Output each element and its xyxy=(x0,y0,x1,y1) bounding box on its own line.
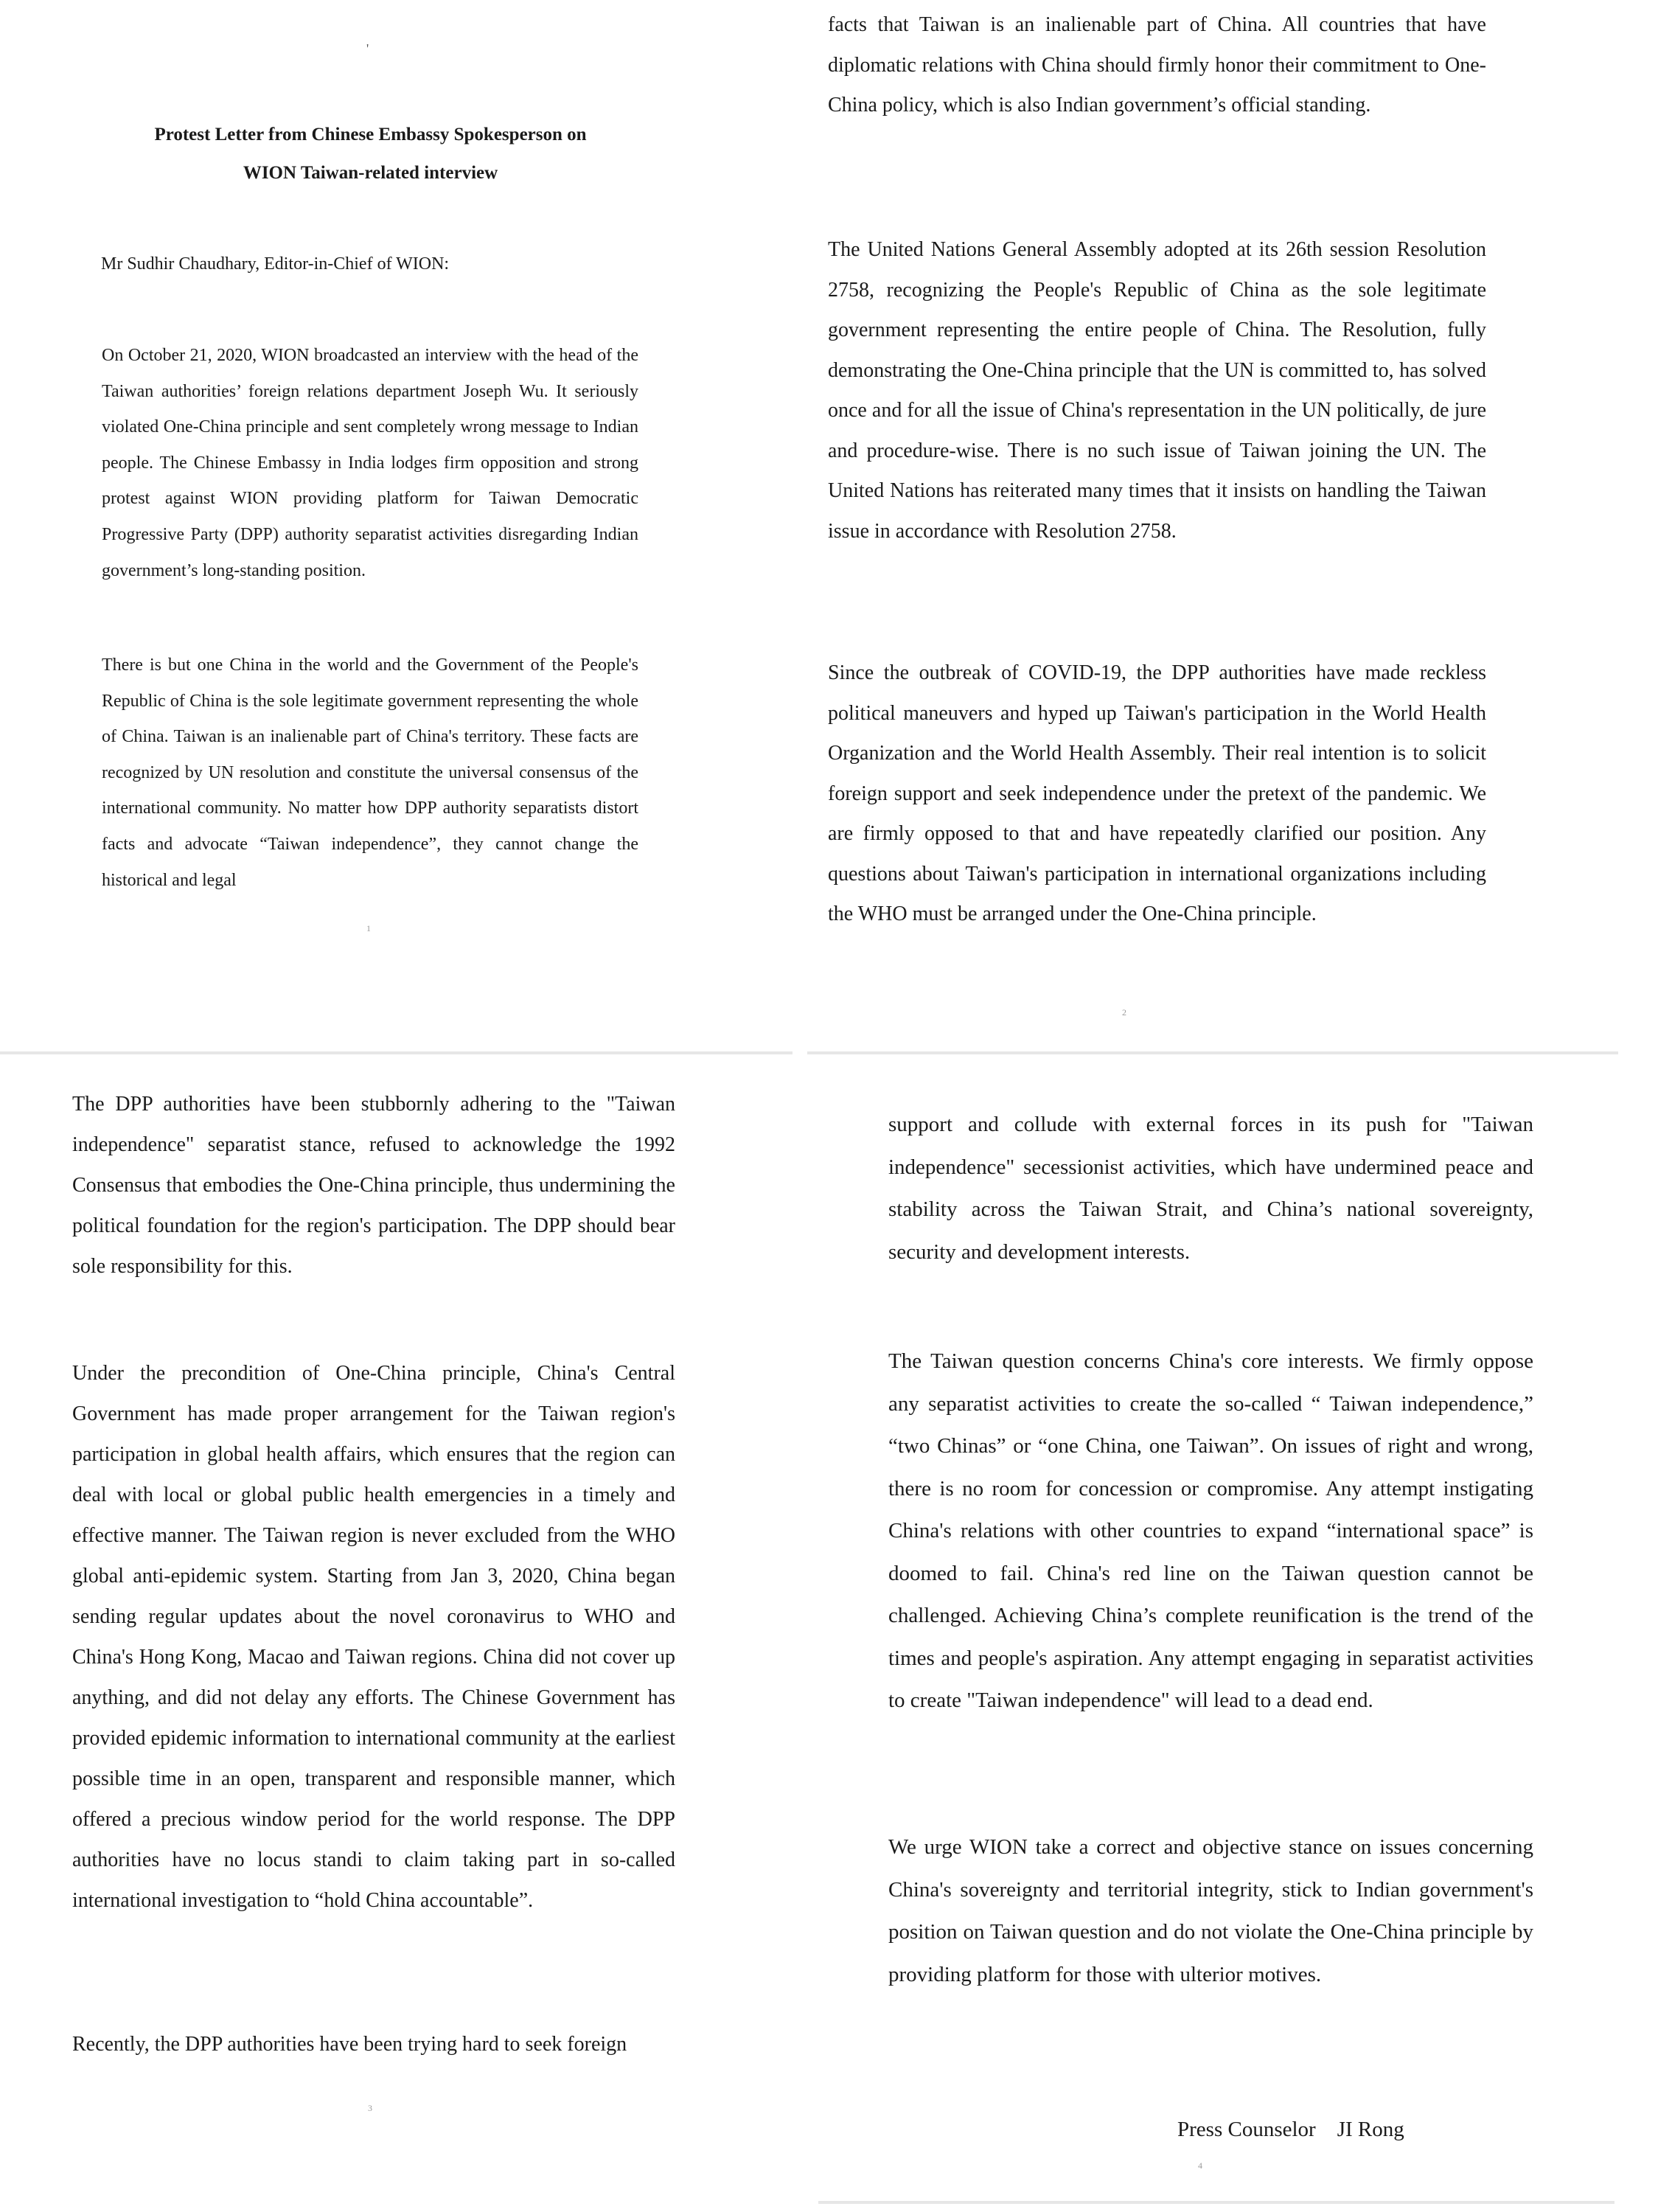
paragraph: There is but one China in the world and the Government of the People's Republic of China is the sole legitimate government representing the whole of China. Taiwan is an inalienable part of China's territory. These facts are recognized by UN resolution and constitute the universal consensus of the international community. No matter how DPP authority separatists distort facts and advocate “Taiwan independence”, they cannot change the historical and legal xyxy=(102,655,638,890)
page-number: 2 xyxy=(1122,1007,1126,1018)
page-number: 1 xyxy=(366,923,371,933)
document-page-1 xyxy=(0,0,793,1054)
document-page-3 xyxy=(0,1054,793,2212)
paragraph: On October 21, 2020, WION broadcasted an interview with the head of the Taiwan authorities’ foreign relations department Joseph Wu. It seriously violated One-China principle and sent completely wrong message to Indian people. The Chinese Embassy in India lodges firm opposition and strong protest against WION providing platform for Taiwan Democratic Progressive Party (DPP) authority separatist activities disregarding Indian government’s long-standing position. xyxy=(102,346,638,580)
title-line-2: WION Taiwan-related interview xyxy=(243,163,498,183)
stray-mark: ' xyxy=(366,41,369,56)
document-page-4 xyxy=(807,1054,1672,2212)
page-number: 4 xyxy=(1198,2160,1202,2171)
paragraph: The Taiwan question concerns China's core interests. We firmly oppose any separatist activities to create the so-called “ Taiwan independence,” “two Chinas” or “one China, one Taiwan”. On issues of right and wrong, there is no room for concession or compromise. Any attempt instigating China's relations with other countries to expand “international space” is doomed to fail. China's red line on the Taiwan question cannot be challenged. Achieving China’s complete reunification is the trend of the times and people's aspiration. Any attempt engaging in separatist activities to create "Taiwan independence" will lead to a dead end. xyxy=(888,1349,1533,1712)
page-separator xyxy=(818,2201,1614,2204)
paragraph: Since the outbreak of COVID-19, the DPP authorities have made reckless political maneuvers and hyped up Taiwan's participation in the World Health Organization and the World Health Assembly. Their real intention is to solicit foreign support and seek independence under the pretext of the pandemic. We are firmly opposed to that and have repeatedly clarified our position. Any questions about Taiwan's participation in international organizations including the WHO must be arranged under the One-China principle. xyxy=(828,661,1486,925)
paragraph: Recently, the DPP authorities have been trying hard to seek foreign xyxy=(72,2033,627,2056)
letter-title xyxy=(74,116,667,192)
title-line-1: Protest Letter from Chinese Embassy Spokesperson on xyxy=(154,125,587,145)
document-page-2 xyxy=(800,0,1672,1054)
page-separator xyxy=(807,1051,1618,1054)
paragraph: The United Nations General Assembly adopted at its 26th session Resolution 2758, recognizing the People's Republic of China as the sole legitimate government representing the entire people of China. The Resolution, fully demonstrating the One-China principle that the UN is committed to, has solved once and for all the issue of China's representation in the UN politically, de jure and procedure-wise. There is no such issue of Taiwan joining the UN. The United Nations has reiterated many times that it insists on handling the Taiwan issue in accordance with Resolution 2758. xyxy=(828,238,1486,543)
page-separator xyxy=(0,1051,793,1054)
signature: Press Counselor JI Rong xyxy=(1177,2118,1404,2141)
paragraph: The DPP authorities have been stubbornly adhering to the "Taiwan independence" separatist stance, refused to acknowledge the 1992 Consensus that embodies the One-China principle, thus undermining the political foundation for the region's participation. The DPP should bear sole responsibility for this. xyxy=(72,1093,675,1278)
paragraph: support and collude with external forces in its push for "Taiwan independence" secessionist activities, which have undermined peace and stability across the Taiwan Strait, and China’s national sovereignty, security and development interests. xyxy=(888,1113,1533,1264)
page-number: 3 xyxy=(368,2103,372,2113)
salutation: Mr Sudhir Chaudhary, Editor-in-Chief of WION: xyxy=(101,254,450,274)
paragraph: Under the precondition of One-China principle, China's Central Government has made proper arrangement for the Taiwan region's participation in global health affairs, which ensures that the region can deal with local or global public health emergencies in a timely and effective manner. The Taiwan region is never excluded from the WHO global anti-epidemic system. Starting from Jan 3, 2020, China began sending regular updates about the novel coronavirus to WHO and China's Hong Kong, Macao and Taiwan regions. China did not cover up anything, and did not delay any efforts. The Chinese Government has provided epidemic information to international community at the earliest possible time in an open, transparent and responsible manner, which offered a precious window period for the world response. The DPP authorities have no locus standi to claim taking part in so-called international investigation to “hold China accountable”. xyxy=(72,1362,675,1912)
paragraph: facts that Taiwan is an inalienable part of China. All countries that have diplomatic relations with China should firmly honor their commitment to One-China policy, which is also Indian government’s official standing. xyxy=(828,13,1486,116)
paragraph: We urge WION take a correct and objective stance on issues concerning China's sovereignty and territorial integrity, stick to Indian government's position on Taiwan question and do not violate the One-China principle by providing platform for those with ulterior motives. xyxy=(888,1835,1533,1986)
